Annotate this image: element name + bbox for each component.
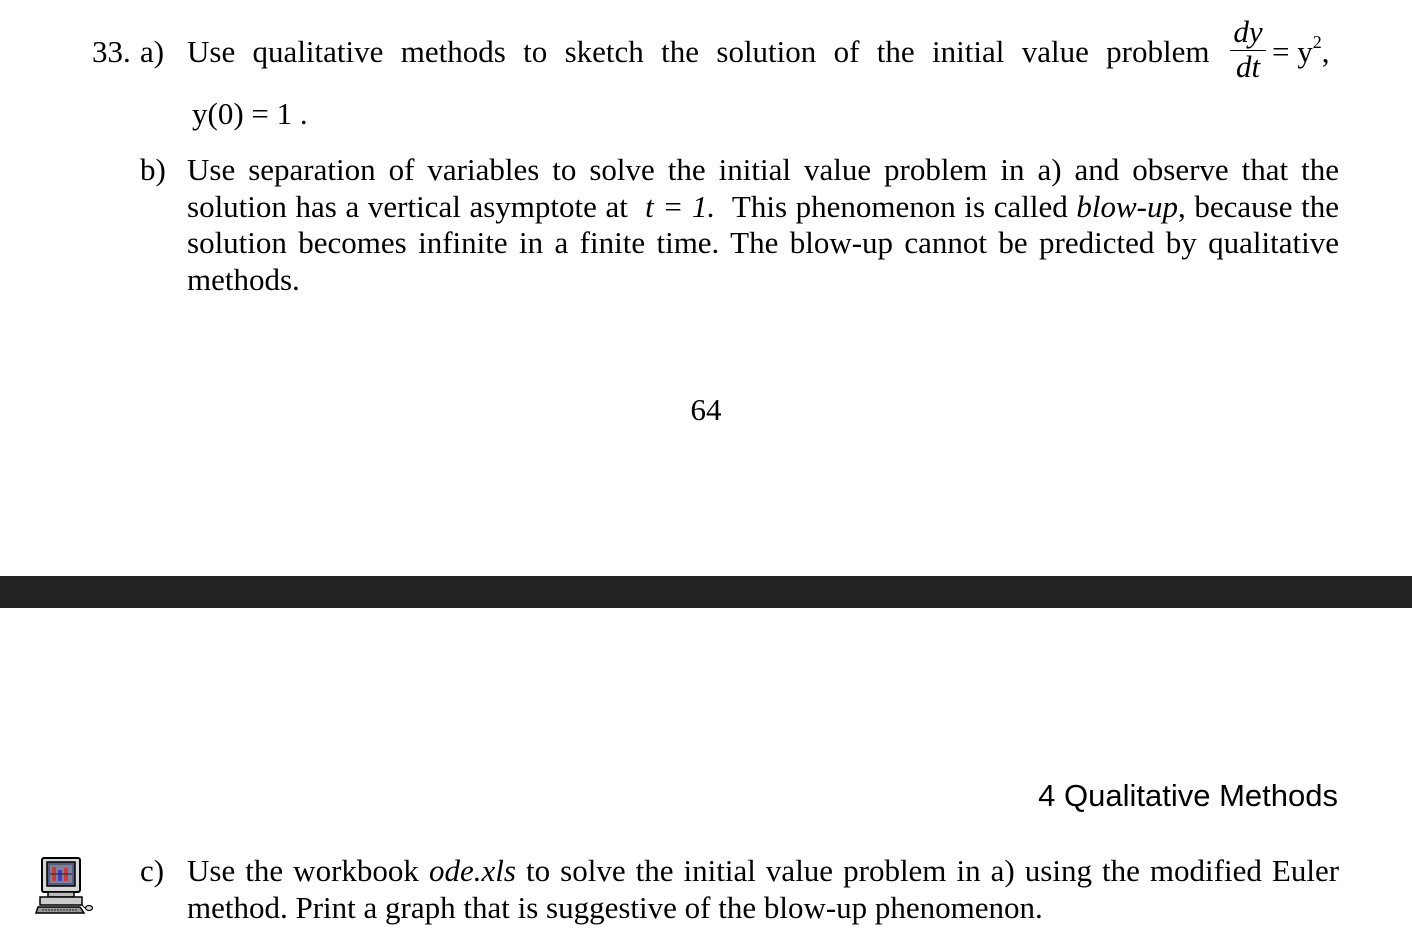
problem-number: 33. (92, 34, 131, 69)
equation-rhs (1272, 34, 1329, 70)
part-b-label: b) (140, 152, 166, 187)
part-b-line-2-pre: solution has a vertical asymptote at (187, 188, 628, 224)
rhs-exponent: 2 (1312, 32, 1322, 52)
computer-workstation-icon (34, 856, 94, 916)
asymptote-value: t = 1. (645, 188, 716, 224)
part-c-paragraph (187, 853, 1339, 926)
part-b-line-3: solution becomes infinite in a finite time. The blow-up cannot be predicted by qualitative (187, 225, 1339, 260)
workbook-filename: ode.xls (428, 853, 516, 888)
blow-up-term: blow-up (1076, 188, 1178, 224)
part-c-line-1-pre: Use the workbook (187, 853, 419, 888)
page-break-separator (0, 576, 1412, 608)
initial-condition: y(0) = 1 . (192, 96, 308, 131)
part-b-line-1: Use separation of variables to solve the initial value problem in a) and observe that the (187, 152, 1339, 187)
part-b-line-4: methods. (187, 261, 300, 297)
part-c-line-1-post: to solve the initial value problem in a) using the modified Euler (525, 853, 1340, 888)
rhs-comma: , (1321, 34, 1330, 69)
part-b-line-2-post: , because the (1177, 188, 1339, 224)
part-b-paragraph (187, 152, 1339, 298)
part-b-line-2-mid: This phenomenon is called (731, 188, 1068, 224)
part-a-label: a) (140, 34, 165, 69)
running-header: 4 Qualitative Methods (1038, 778, 1338, 813)
part-b-line-2 (187, 189, 1339, 226)
part-c-line-1 (187, 853, 1339, 890)
fraction-denominator: dt (1235, 49, 1261, 84)
fraction-numerator: dy (1233, 14, 1263, 49)
rhs-equals-y: = y (1272, 34, 1313, 69)
derivative-fraction (1230, 16, 1266, 83)
part-c-line-2: method. Print a graph that is suggestive of the blow-up phenomenon. (187, 889, 1043, 925)
part-a-text: Use qualitative methods to sketch the solution of the initial value problem (187, 34, 1210, 69)
page-number: 64 (690, 392, 722, 427)
part-c-label: c) (140, 853, 165, 888)
